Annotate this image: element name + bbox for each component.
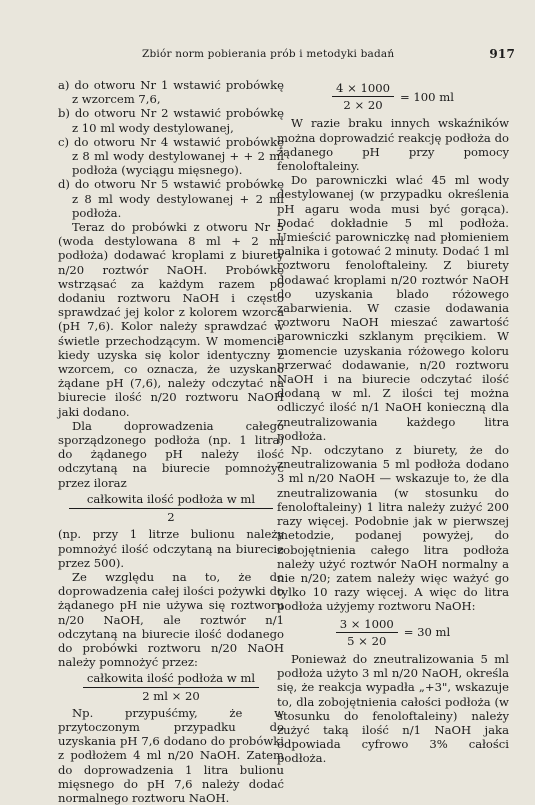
formula-fraction	[336, 617, 398, 648]
list-item-b: b) do otworu Nr 2 wstawić probówkę z 10 ml wody destylowanej,	[58, 106, 284, 135]
fraction-numerator: całkowita ilość podłoża w ml	[83, 671, 259, 687]
list-item-a: a) do otworu Nr 1 wstawić probówkę z wzorcem 7,6,	[58, 78, 284, 107]
formula	[277, 81, 509, 112]
page-number: 917	[489, 47, 515, 61]
paragraph: (np. przy 1 litrze bulionu należy pomnożyć ilość odczytaną na biurecie przez 500).	[58, 527, 284, 570]
formula-result: = 30 ml	[403, 625, 451, 640]
formula-fraction	[58, 492, 284, 524]
fraction-numerator: 4 × 1000	[332, 81, 394, 97]
running-title: Zbiór norm pobierania prób i metodyki badań	[142, 48, 395, 60]
formula	[277, 617, 509, 648]
paragraph: Ponieważ do zneutralizowania 5 ml podłoża użyto 3 ml n/20 NaOH, określa się, że reakcja wypadła „+3", wskazuje to, dla zobojętnienia całości podłoża (w stosunku do fenoloftaleiny) należy zużyć taką ilość n/1 NaOH jaka odpowiada cyfrowo 3% całości podłoża.	[277, 651, 509, 766]
paragraph: Np. przypuśćmy, że w przytoczonym przypadku do uzyskania pH 7,6 dodano do probówki z podłożem 4 ml n/20 NaOH. Zatem do doprowadzenia 1 litra bulionu mięsnego do pH 7,6 należy dodać normalnego roztworu NaOH.	[58, 705, 284, 805]
fraction-denominator: 2 ml × 20	[142, 688, 200, 703]
fraction-denominator: 2 × 20	[343, 98, 383, 113]
paragraph: W razie braku innych wskaźników można doprowadzić reakcję podłoża do żądanego pH przy pomocy fenoloftaleiny.	[277, 116, 509, 174]
fraction-numerator: całkowita ilość podłoża w ml	[69, 492, 273, 509]
paragraph: Dla doprowadzenia całego sporządzonego podłoża (np. 1 litra) do żądanego pH należy ilość odczytaną na biurecie pomnożyć przez iloraz	[58, 418, 284, 490]
paragraph: Teraz do probówki z otworu Nr 5 (woda destylowana 8 ml + 2 ml podłoża) dodawać kroplami z biurety n/20 roztwór NaOH. Probówkę wstrząsać za każdym razem po dodaniu roztworu NaOH i często sprawdzać jej kolor z kolorem wzorca (pH 7,6). Kolor należy sprawdzać w świetle przechodzącym. W momencie kiedy uzyska się kolor identyczny z wzorcem, co oznacza, że uzyskano żądane pH (7,6), należy odczytać na biurecie ilość n/20 roztworu NaOH jaki dodano.	[58, 220, 284, 419]
list-item-d: d) do otworu Nr 5 wstawić probówkę z 8 ml wody destylowanej + 2 ml podłoża.	[58, 177, 284, 220]
fraction-denominator: 5 × 20	[347, 633, 387, 648]
right-column	[277, 78, 509, 766]
paragraph: Ze względu na to, że do doprowadzenia całej ilości pożywki do żądanego pH nie używa się roztworu n/20 NaOH, ale roztwór n/1 odczytaną na biurecie ilość dodanego do probówki roztworu n/20 NaOH należy pomnożyć przez:	[58, 569, 284, 670]
fraction-numerator: 3 × 1000	[336, 617, 398, 633]
formula-fraction	[332, 81, 394, 112]
fraction-denominator: 2	[167, 510, 175, 525]
formula-fraction	[58, 671, 284, 702]
list-item-c: c) do otworu Nr 4 wstawić probówkę z 8 ml wody destylowanej + + 2 ml podłoża (wyciągu mięsnego).	[58, 134, 284, 178]
paragraph: Np. odczytano z biurety, że do zneutralizowania 5 ml podłoża dodano 3 ml n/20 NaOH — wskazuje to, że dla zneutralizowania (w stosunku do fenoloftaleiny) 1 litra należy zużyć 200 razy więcej. Podobnie jak w pierwszej metodzie, podanej powyżej, do zobojętnienia całego litra podłoża należy użyć roztwór NaOH normalny a nie n/20; zatem należy więc ważyć go tylko 10 razy więcej. A więc do litra podłoża użyjemy roztworu NaOH:	[277, 443, 509, 614]
left-column	[58, 78, 284, 805]
paragraph: Do parowniczki wlać 45 ml wody destylowanej (w przypadku określenia pH agaru woda musi być gorąca). Dodać dokładnie 5 ml podłoża. Umieścić parowniczkę nad płomieniem palnika i gotować 2 minuty. Dodać 1 ml roztworu fenoloftaleiny. Z biurety dodawać kroplami n/20 roztwór NaOH do uzyskania blado różowego zabarwienia. W czasie dodawania roztworu NaOH mieszać zawartość parowniczki szklanym pręcikiem. W momencie uzyskania różowego koloru przerwać dodawanie, n/20 roztworu NaOH i na biurecie odczytać ilość dodaną w ml. Z ilości tej można odliczyć ilość n/1 NaOH konieczną dla zneutralizowania każdego litra podłoża.	[277, 173, 509, 443]
formula-result: = 100 ml	[400, 89, 454, 104]
